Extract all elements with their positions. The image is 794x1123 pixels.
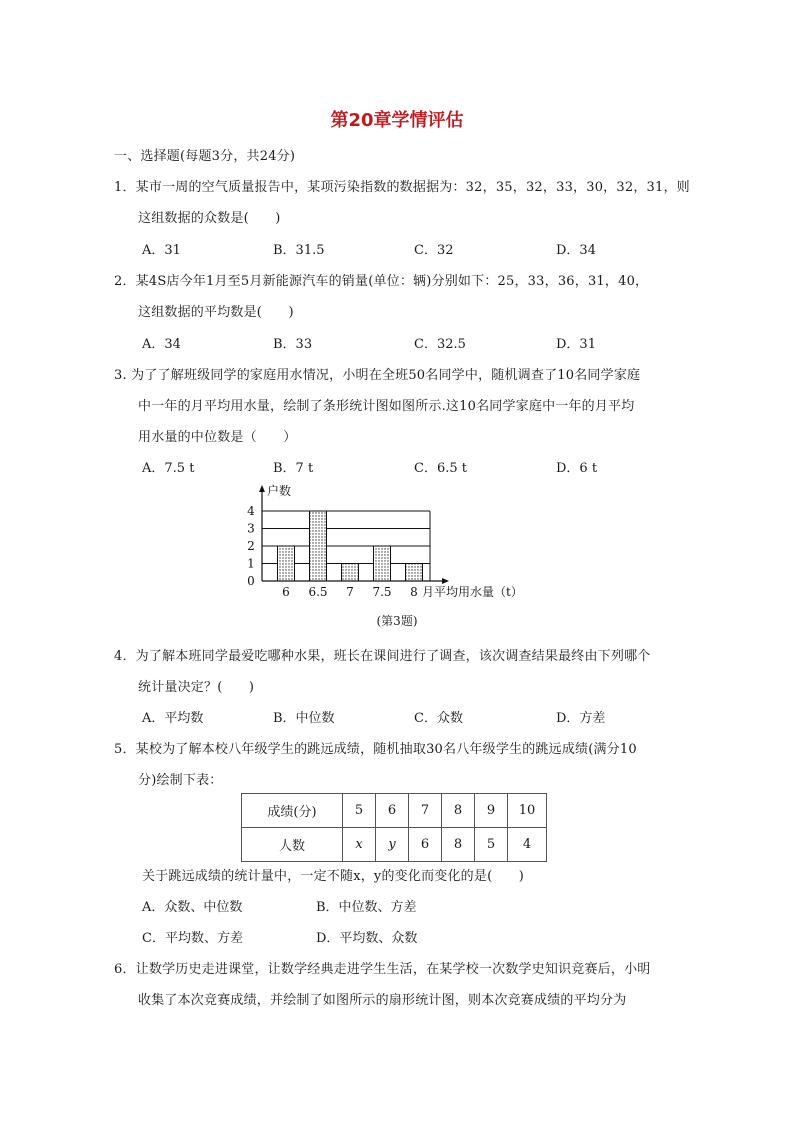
table-cell: 10 [508, 794, 547, 828]
q5-option-c: C．平均数、方差 [142, 931, 243, 946]
y-tick-label: 3 [247, 521, 255, 536]
q5-stem-line2: 分)绘制下表： [138, 773, 223, 788]
q2-stem-line1: 2．某4S店今年1月至5月新能源汽车的销量(单位：辆)分别如下：25，33，36，31，40， [114, 274, 649, 289]
q5-option-b: B．中位数、方差 [316, 900, 417, 915]
table-header-cell: 成绩(分) [242, 794, 343, 828]
bar [278, 546, 295, 581]
chart-caption: (第3题) [376, 614, 418, 628]
x-axis-label: 月平均用水量（t） [422, 585, 523, 599]
table-header-cell: 人数 [242, 828, 343, 862]
x-tick-label: 6.5 [308, 585, 328, 599]
bar [374, 546, 391, 581]
q6-stem-line2: 收集了本次竞赛成绩，并绘制了如图所示的扇形统计图，则本次竞赛成绩的平均分为 [138, 993, 627, 1008]
q3-option-a: A．7.5 t [142, 461, 195, 476]
q1-option-c: C．32 [414, 243, 454, 258]
q5-stem-line3: 关于跳远成绩的统计量中，一定不随x，y的变化而变化的是( ) [142, 869, 525, 884]
q5-option-a: A．众数、中位数 [142, 900, 243, 915]
y-tick-label: 1 [247, 556, 255, 571]
q1-stem-line1: 1．某市一周的空气质量报告中，某项污染指数的数据据为：32，35，32，33，30，32，31，则 [114, 180, 690, 195]
q4-option-a: A．平均数 [142, 711, 204, 726]
q2-option-b: B．33 [273, 337, 313, 352]
bar [342, 564, 359, 582]
table-cell: 8 [442, 828, 475, 862]
x-axis-arrow [442, 578, 449, 584]
q4-stem-line1: 4．为了解本班同学最爱吃哪种水果，班长在课间进行了调查，该次调查结果最终由下列哪个 [114, 649, 651, 664]
bar [406, 564, 423, 582]
q3-stem-line1: 3. 为了了解班级同学的家庭用水情况，小明在全班50名同学中，随机调查了10名同学家庭 [114, 368, 641, 383]
chart-y-ticks [247, 504, 255, 588]
q4-option-c: C．众数 [414, 711, 463, 726]
q4-option-d: D．方差 [556, 711, 606, 726]
table-row [242, 828, 547, 862]
q3-stem-line3: 用水量的中位数是（ ） [138, 430, 297, 445]
q1-option-d: D．34 [556, 243, 596, 258]
q4-stem-line2: 统计量决定？( ) [138, 680, 255, 695]
q4-option-b: B．中位数 [273, 711, 335, 726]
table-cell: 6 [376, 794, 409, 828]
y-tick-label: 2 [247, 539, 255, 553]
q2-option-d: D．31 [556, 337, 596, 352]
x-tick-label: 6 [282, 585, 290, 599]
table-cell: 6 [409, 828, 442, 862]
q3-stem-line2: 中一年的月平均用水量，绘制了条形统计图如图所示.这10名同学家庭中一年的月平均 [138, 399, 635, 414]
y-tick-label: 4 [247, 504, 255, 518]
y-axis-arrow [259, 485, 265, 492]
q5-option-d: D．平均数、众数 [316, 931, 418, 946]
x-tick-label: 7 [346, 585, 354, 599]
q2-option-a: A．34 [142, 337, 181, 352]
q1-option-a: A．31 [142, 243, 181, 258]
table-cell: 9 [475, 794, 508, 828]
table-row [242, 794, 547, 828]
water-usage-bar-chart [240, 482, 540, 602]
table-cell: x [343, 828, 376, 862]
table-cell: 7 [409, 794, 442, 828]
q3-option-c: C．6.5 t [414, 461, 467, 476]
q3-option-d: D．6 t [556, 461, 598, 476]
q1-option-b: B．31.5 [273, 243, 325, 258]
table-cell: 8 [442, 794, 475, 828]
q6-stem-line1: 6．让数学历史走进课堂，让数学经典走进学生生活，在某学校一次数学史知识竞赛后，小明 [114, 962, 651, 977]
table-cell: 5 [343, 794, 376, 828]
table-cell: 4 [508, 828, 547, 862]
y-axis-label: 户数 [267, 484, 292, 498]
table-cell: 5 [475, 828, 508, 862]
x-tick-label: 8 [410, 585, 418, 599]
section-heading: 一、选择题(每题3分，共24分) [114, 149, 296, 164]
page-title: 第20章学情评估 [330, 110, 464, 131]
q2-stem-line2: 这组数据的平均数是( ) [138, 305, 294, 320]
score-table [241, 793, 547, 862]
bar [310, 511, 327, 581]
table-cell: y [376, 828, 409, 862]
x-tick-label: 7.5 [372, 585, 392, 599]
chart-x-ticks [282, 585, 418, 599]
q3-option-b: B．7 t [273, 461, 314, 476]
q2-option-c: C．32.5 [414, 337, 466, 352]
y-tick-label: 0 [247, 574, 255, 588]
q1-stem-line2: 这组数据的众数是( ) [138, 211, 281, 226]
q5-stem-line1: 5．某校为了解本校八年级学生的跳远成绩，随机抽取30名八年级学生的跳远成绩(满分10 [114, 742, 637, 757]
